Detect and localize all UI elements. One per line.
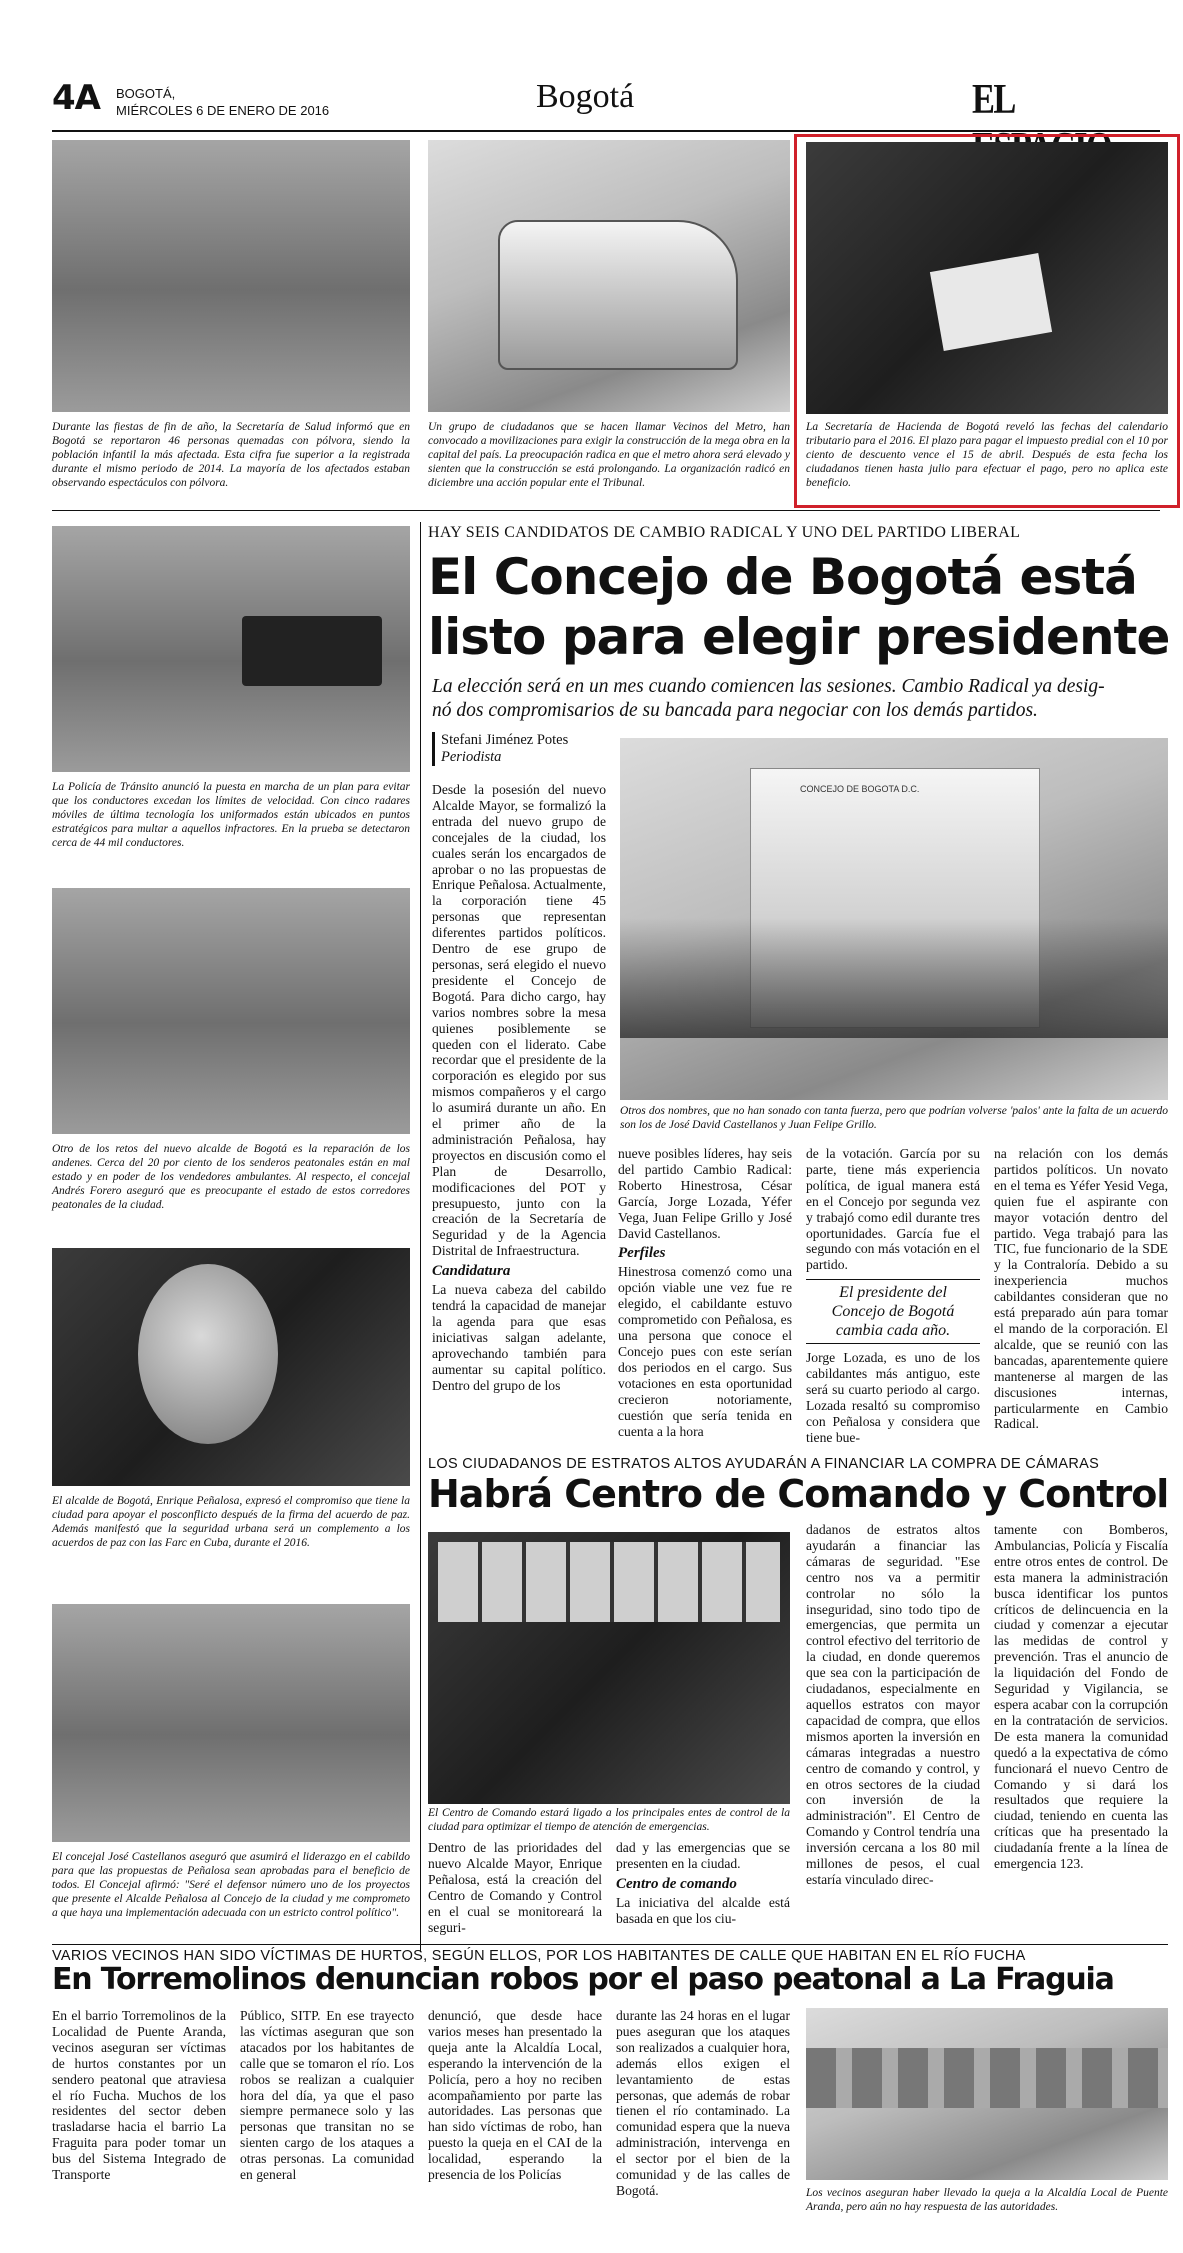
houses-shape xyxy=(806,2048,1168,2108)
bottom-col3-text: denunció, que desde hace varios meses han presentado la queja ante la Alcaldía Local, esperando la intervención de la Policía, pero a hoy no reciben acompañamiento por parte las autoridades. Las personas que han sido víctimas de robo, han puesto la queja en el CAI de la localidad, esperando la presencia de los Policías xyxy=(428,2008,602,2183)
bottom-column-4 xyxy=(616,2008,790,2222)
footbridge-caption: Los vecinos aseguran haber llevado la queja a la Alcaldía Local de Puente Aranda, pero aún no hay respuesta de las autoridades. xyxy=(806,2187,1168,2213)
main-column-3 xyxy=(806,1146,980,1460)
bottom-headline: En Torremolinos denuncian robos por el paso peatonal a La Fraguia xyxy=(52,1962,1114,1997)
bottom-section-rule xyxy=(52,1944,1168,1945)
main-headline-line-1: El Concejo de Bogotá está xyxy=(428,548,1137,606)
page-number: 4A xyxy=(52,78,100,118)
second-kicker: LOS CIUDADANOS DE ESTRATOS ALTOS AYUDARÁN A FINANCIAR LA COMPRA DE CÁMARAS xyxy=(428,1456,1100,1472)
radar-photo xyxy=(52,526,410,772)
brand-logo: EL xyxy=(972,77,1013,123)
concejo-building-photo xyxy=(620,738,1168,1100)
dateline-city: BOGOTÁ, xyxy=(116,86,176,101)
concejo-photo-caption: Otros dos nombres, que no han sonado con tanta fuerza, pero que podrían volverse 'palos' ante la falta de un acuerdo son los de José David Castellanos y Juan Felipe Grillo. xyxy=(620,1105,1168,1131)
metro-photo xyxy=(428,140,790,412)
second-column-4 xyxy=(994,1522,1168,1936)
bottom-col2-text: Público, SITP. En ese trayecto las víctimas aseguran que son atacados por los habitantes de calle que se tomaron el río. Los robos se realizan a cualquier hora del día, ya que el paso siempre permanece solo y las personas que transitan no se sienten cargo de los ataques a otras personas. La comunidad en general xyxy=(240,2008,414,2183)
top-section-rule xyxy=(52,510,1160,511)
byline-author: Stefani Jiménez Potes xyxy=(441,732,569,748)
second-col2-text-a: dad y las emergencias que se presenten en la ciudad. xyxy=(616,1840,790,1871)
second-col2-text-b: La iniciativa del alcalde está basada en que los ciu- xyxy=(616,1894,790,1926)
penalosa-photo xyxy=(52,1248,410,1486)
bottom-column-3 xyxy=(428,2008,602,2222)
dateline-date: MIÉRCOLES 6 DE ENERO DE 2016 xyxy=(116,103,330,118)
penalosa-caption: El alcalde de Bogotá, Enrique Peñalosa, expresó el compromiso que tiene la ciudad para apoyar el posconflicto después de la firma del acuerdo de paz. Además manifestó que la seguridad urbana será un complemento a los acuerdos de paz con las Farc en Cuba, durante el 2016. xyxy=(52,1495,410,1549)
bottom-col1-text: En el barrio Torremolinos de la Localidad de Puente Aranda, vecinos aseguran ser víctimas de hurtos constantes por un sendero peatonal que atraviesa el río Fucha. Muchos de los residentes del sector deben trasladarse hacia el barrio La Fraguita para poder tomar un bus del Sistema Integrado de Transporte xyxy=(52,2008,226,2183)
footbridge-photo xyxy=(806,2008,1168,2180)
main-col4-text: na relación con los demás partidos políticos. Un novato en el tema es Yéfer Yesid Vega, quien fue el aspirante con mayor votación dentro del partido. Vega trabajó para las TIC, fue funcionario de la SDE y la Contraloría. Debido a su inexperiencia muchos cabildantes consideran que no está preparado aún para tomar el mando de la corporación. El alcalde, que se reunió con las bancadas, aparentemente quiere mantenerse al margen de las discusiones internas, particularmente en Cambio Radical. xyxy=(994,1146,1168,1432)
page-header xyxy=(52,70,1160,132)
tax-document-shape xyxy=(930,253,1052,351)
main-column-1 xyxy=(432,782,606,1460)
main-dek-line-2: nó dos compromisarios de su bancada para negociar con los demás partidos. xyxy=(432,700,1038,721)
main-col3-text-a: de la votación. García por su parte, tiene más experiencia política, de igual manera está en el Concejo por segunda vez y trabajó como edil durante tres oportunidades. García fue el segundo con más votación en el partido. xyxy=(806,1146,980,1273)
main-column-4 xyxy=(994,1146,1168,1460)
building-sign: CONCEJO DE BOGOTA D.C. xyxy=(800,784,920,794)
second-col4-text: tamente con Bomberos, Ambulancias, Policía y Fiscalía entre otros entes de control. De esta manera la administración busca identificar los puntos críticos de delincuencia en la ciudad y comenzar a ejecutar las medidas de control y prevención. Tras el anuncio de la liquidación del Fondo de Seguridad y Vigilancia, se espera acabar con la corrupción en la contratación de servicios. De esta manera la comunidad quedó a la expectativa de cómo funcionará el nuevo Centro de Comando y si dará los resultados que requiere la ciudad, teniendo en cuenta las críticas que ha presentado la ciudadanía frente a la línea de emergencia 123. xyxy=(994,1522,1168,1872)
bottom-col4-text: durante las 24 horas en el lugar pues aseguran que los ataques son realizados a cualquier hora, además ellos exigen el levantamiento de estas personas, que además de robar tienen el río contaminado. La comunidad espera que la nueva administración, intervenga en el sector por el bien de la comunidad y de las calles de Bogotá. xyxy=(616,2008,790,2198)
pull-quote-line-1: El presidente del xyxy=(839,1284,947,1302)
second-column-2 xyxy=(616,1840,790,1936)
second-col1-text: Dentro de las prioridades del nuevo Alcalde Mayor, Enrique Peñalosa, está la creación del Centro de Comando y Control en el cual se monitoreará la seguri- xyxy=(428,1840,602,1935)
section-title: Bogotá xyxy=(536,78,635,115)
byline xyxy=(432,732,622,766)
radar-device-shape xyxy=(242,616,382,686)
left-column-divider xyxy=(420,522,421,1952)
header-rule xyxy=(52,130,1160,132)
second-subhead-centro: Centro de comando xyxy=(616,1875,737,1892)
bottom-column-2 xyxy=(240,2008,414,2222)
second-col3-text: dadanos de estratos altos ayudarán a financiar las cámaras de seguridad. "Ese centro nos va a permitir controlar no sólo la inseguridad, sino todo tipo de emergencias, que permita un control efectivo del territorio de la ciudad, en donde queremos que sea con la participación de ciudadanos, especialmente en aquellos estratos con mayor capacidad de compra, que ellos mismos aporten la inversión en cámaras integradas a nuestro centro de comando y control, y en otros sectores de la ciudad con inversión de la administración". El Centro de Comando y Control tendría una inversión cercana a los 80 mil millones de pesos, el cual estaría vinculado direc- xyxy=(806,1522,980,1887)
fireworks-photo xyxy=(52,140,410,412)
byline-role: Periodista xyxy=(441,749,502,765)
sidewalk-photo xyxy=(52,888,410,1134)
second-column-1 xyxy=(428,1840,602,1936)
tax-caption: La Secretaría de Hacienda de Bogotá reveló las fechas del calendario tributario para el 2016. El plazo para pagar el impuesto predial con el 10 por ciento de descuento vence el 15 de abril. Después de esta fecha los ciudadanos tienen hasta julio para efectuar el pago, pero no aplica este beneficio. xyxy=(806,421,1168,489)
main-col1-text-a: Desde la posesión del nuevo Alcalde Mayor, se formalizó la entrada del nuevo grupo de concejales de la ciudad, los cuales serán los encargados de aprobar o no las propuestas de Enrique Peñalosa. Actualmente, la corporación tiene 45 personas que representan diferentes partidos políticos. Dentro de ese grupo de personas, será elegido el nuevo presidente el Concejo de Bogotá. Para dicho cargo, hay varios nombres sobre la mesa quienes posiblemente se queden con el liderato. Cabe recordar que el presidente de la corporación es elegido por sus mismos compañeros y el cargo lo asumirá durante un año. En el primer año de la administración Peñalosa, hay proyectos en discusión como el Plan de Desarrollo, modificaciones del POT y presupuesto, junto con la creación de la Secretaría de Seguridad y de la Agencia Distrital de Infraestructura. xyxy=(432,782,606,1259)
castellanos-caption: El concejal José Castellanos aseguró que asumirá el liderazgo en el cabildo para que las propuestas de Peñalosa sean aprobadas para el beneficio de todos. El Concejal afirmó: "Seré el defensor número uno de los proyectos que presente el Alcalde Peñalosa al Concejo de la ciudad y me comprometo a que haya una implementación adecuada con un estricto control político". xyxy=(52,1851,410,1919)
fireworks-caption: Durante las fiestas de fin de año, la Secretaría de Salud informó que en Bogotá se reportaron 46 personas quemadas con pólvora, siendo la población infantil la más afectada. Esta cifra fue superior a la registrada durante el mismo periodo de 2014. La mayoría de los afectados estaban observando espectáculos con pólvora. xyxy=(52,421,410,489)
command-center-photo xyxy=(428,1532,790,1804)
main-column-2 xyxy=(618,1146,792,1460)
command-center-caption: El Centro de Comando estará ligado a los principales entes de control de la ciudad para optimizar el tiempo de atención de emergencias. xyxy=(428,1807,790,1833)
bottom-kicker: VARIOS VECINOS HAN SIDO VÍCTIMAS DE HURTOS, SEGÚN ELLOS, POR LOS HABITANTES DE CALLE QUE HABITAN EN EL RÍO FUCHA xyxy=(52,1948,1026,1964)
metro-caption: Un grupo de ciudadanos que se hacen llamar Vecinos del Metro, han convocado a movilizaciones para exigir la construcción de la mega obra en la capital del país. La preocupación radica en que el metro ahora será elevado y sienten que la construcción se está prolongando. La organización radicó en diciembre una acción popular ente el Tribunal. xyxy=(428,421,790,489)
metro-train-shape xyxy=(498,220,738,370)
council-session-photo xyxy=(52,1604,410,1842)
main-col3-text-b: Jorge Lozada, es uno de los cabildantes más antiguo, este será su cuarto periodo al cargo. Lozada resaltó su compromiso con Peñalosa y considera que tiene bue- xyxy=(806,1350,980,1445)
main-headline-line-2: listo para elegir presidente xyxy=(428,608,1170,666)
main-col2-text-a: nueve posibles líderes, hay seis del partido Cambio Radical: Roberto Hinestrosa, César García, Jorge Lozada, Yéfer Vega, Juan Felipe Grillo y José David Castellanos. xyxy=(618,1146,792,1241)
sidewalk-caption: Otro de los retos del nuevo alcalde de Bogotá es la reparación de los andenes. Cerca del 20 por ciento de los senderos peatonales están en mal estado y en poder de los vendedores ambulantes. Al respecto, el concejal Andrés Forero aseguró que es preocupante el estado de estos corredores peatonales de la ciudad. xyxy=(52,1143,410,1211)
pull-quote-line-3: cambia cada año. xyxy=(835,1322,951,1340)
pull-quote-line-2: Concejo de Bogotá xyxy=(831,1303,955,1321)
main-col2-text-b: Hinestrosa comenzó como una opción viable une vez fue re elegido, el cabildante estuvo comprometido con Peñalosa, es una persona que conoce el Concejo pues con este serían dos periodos en el cargo. Sus votaciones en esta oportunidad crecieron notoriamente, cuestión que sería tenida en cuenta a la hora xyxy=(618,1264,792,1439)
bottom-column-1 xyxy=(52,2008,226,2222)
penalosa-face-shape xyxy=(138,1264,278,1444)
main-col1-text-b: La nueva cabeza del cabildo tendrá la capacidad de manejar la agenda para que esas iniciativas salgan adelante, aprovechando también para aumentar su capital político. Dentro del grupo de los xyxy=(432,1282,606,1393)
main-dek-line-1: La elección será en un mes cuando comiencen las sesiones. Cambio Radical ya desig- xyxy=(432,676,1105,697)
second-column-3 xyxy=(806,1522,980,1936)
radar-caption: La Policía de Tránsito anunció la puesta en marcha de un plan para evitar que los conductores excedan los límites de velocidad. Con cinco radares móviles de última tecnología los uniformados están ubicados en puntos estratégicos para multar a aquellos infractores. En la prueba se detectaron cerca de 44 mil conductores. xyxy=(52,781,410,849)
pull-quote xyxy=(806,1279,980,1344)
main-kicker: HAY SEIS CANDIDATOS DE CAMBIO RADICAL Y UNO DEL PARTIDO LIBERAL xyxy=(428,524,1021,541)
palm-trees-shape xyxy=(620,918,1168,1038)
second-headline: Habrá Centro de Comando y Control xyxy=(428,1472,1169,1516)
main-subhead-candidatura: Candidatura xyxy=(432,1263,511,1280)
main-subhead-perfiles: Perfiles xyxy=(618,1245,666,1262)
tax-photo xyxy=(806,142,1168,414)
monitor-wall-shape xyxy=(438,1542,780,1622)
